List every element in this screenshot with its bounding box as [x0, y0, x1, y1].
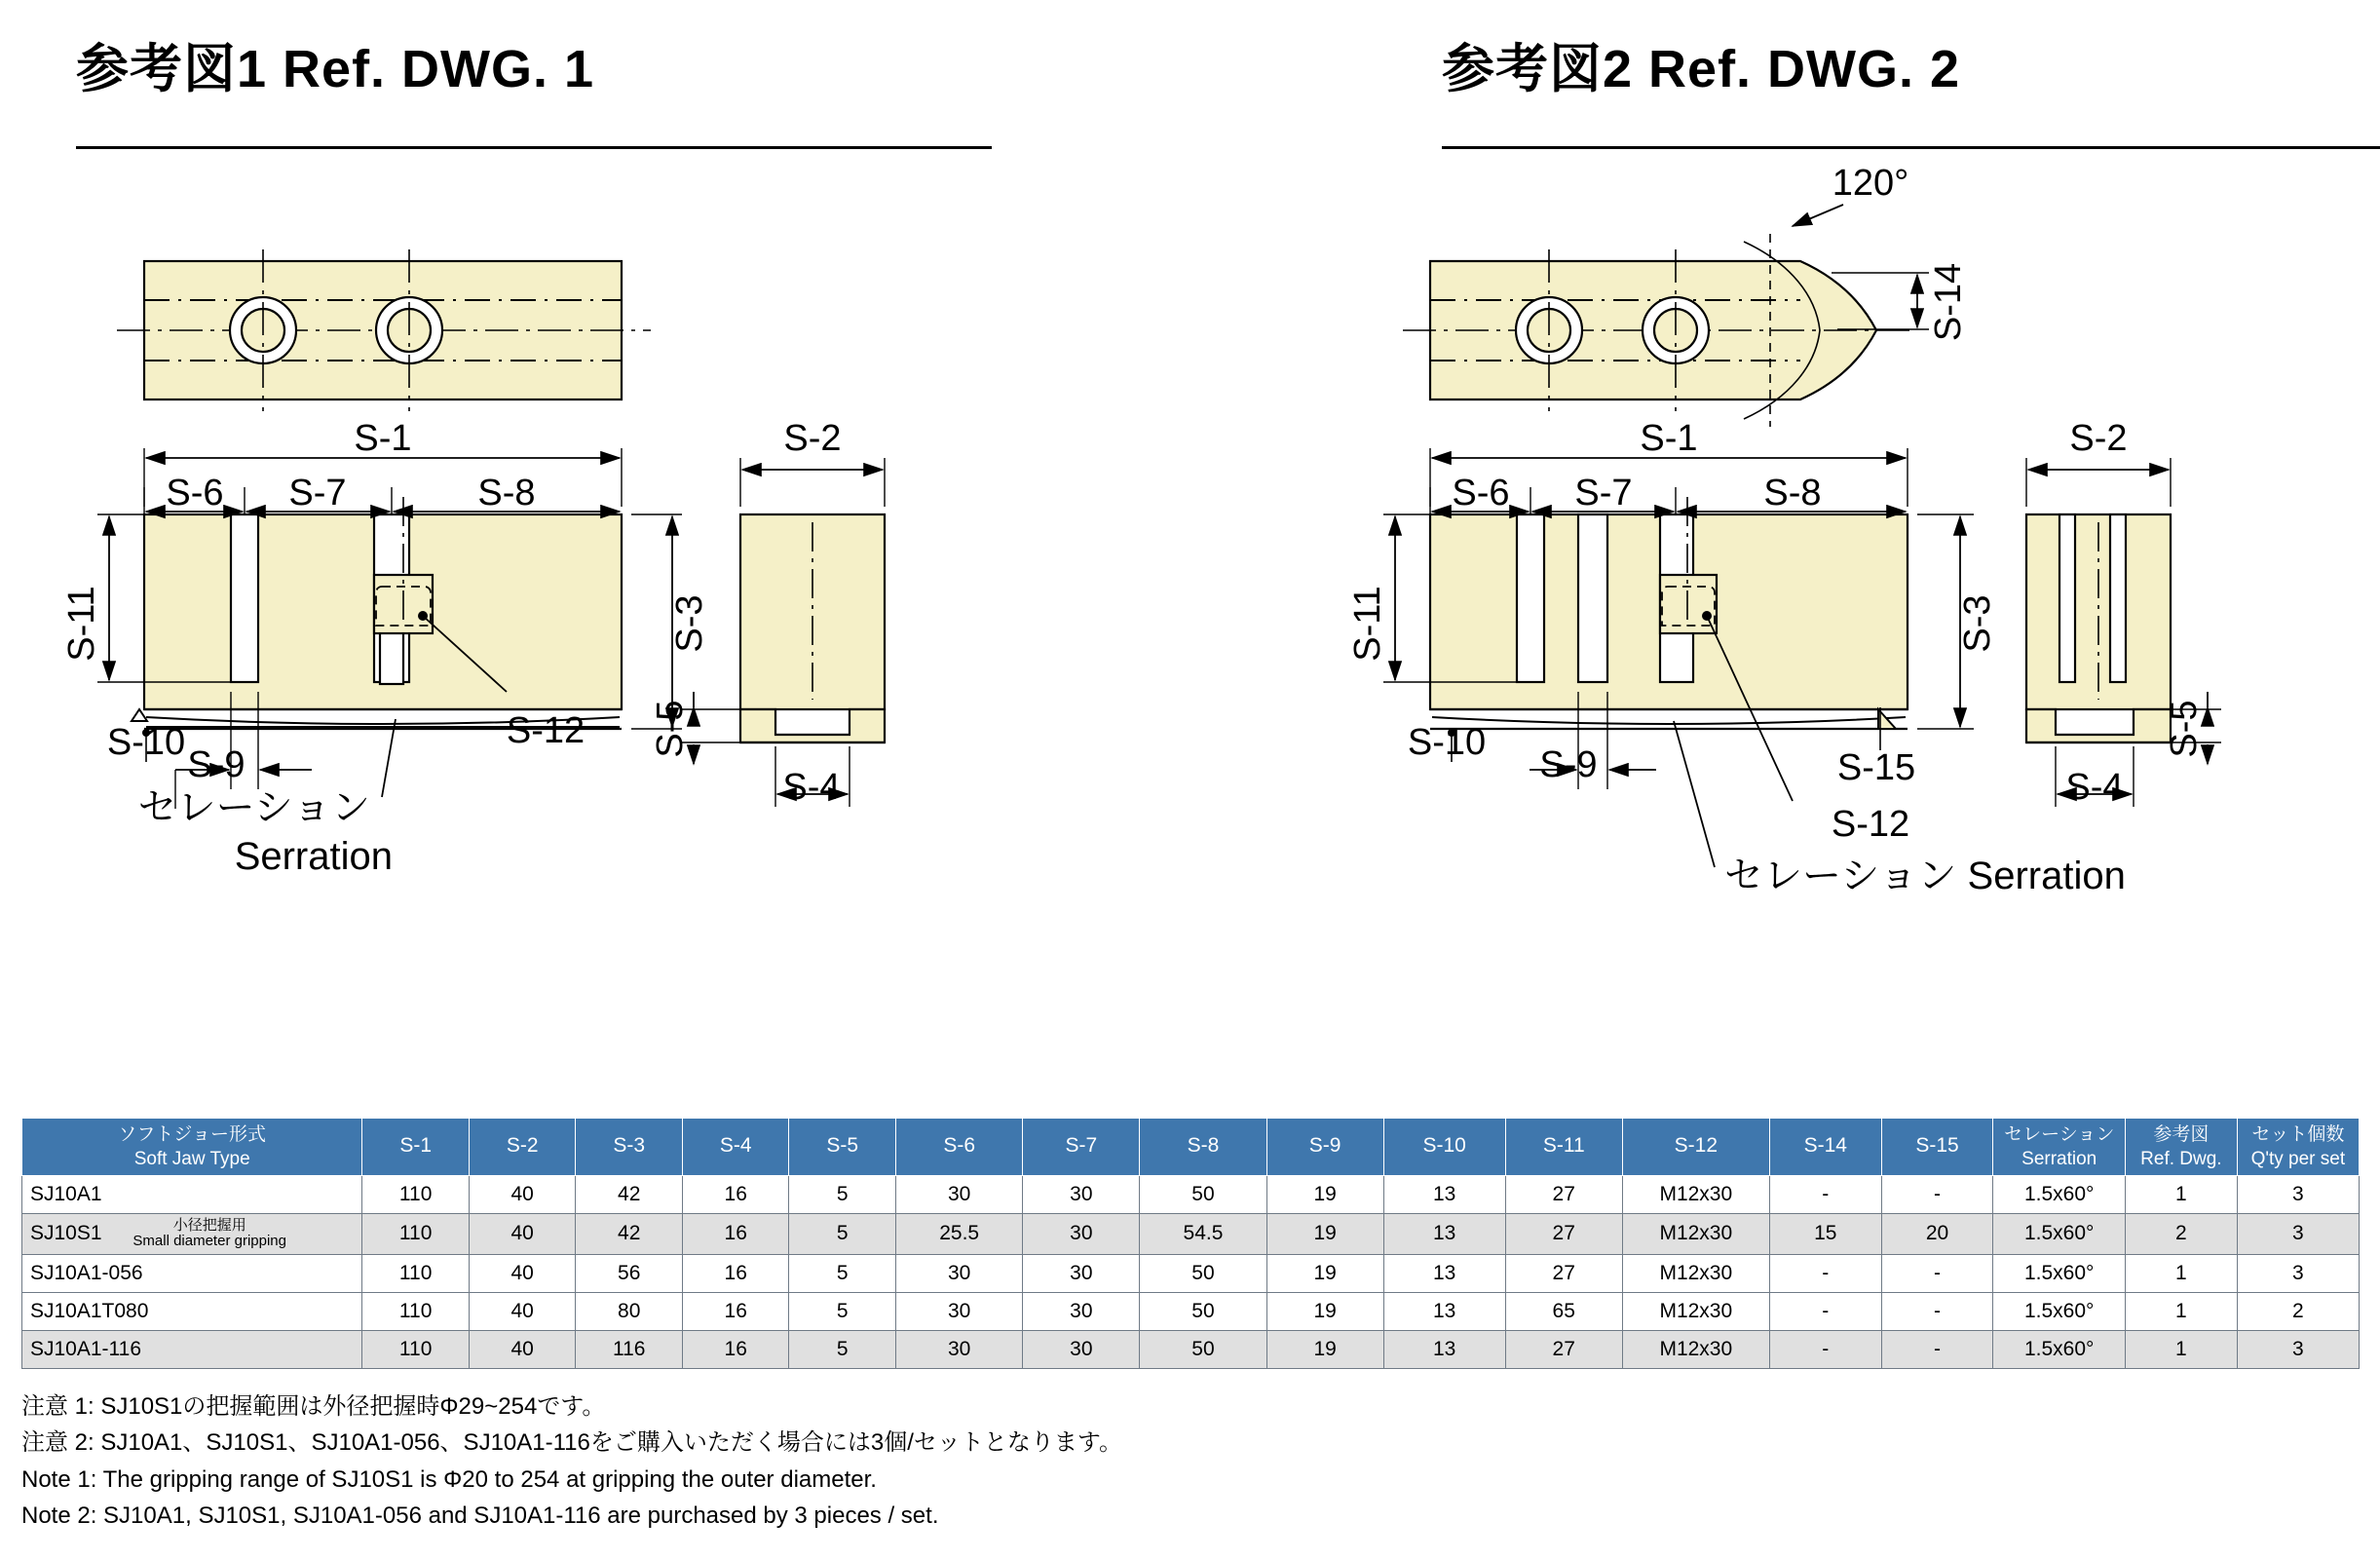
cell-s9: 19 [1266, 1292, 1383, 1330]
dwg2-label-s2: S-2 [2069, 418, 2128, 459]
cell-qty: 3 [2237, 1254, 2359, 1292]
dwg1-title: 参考図1 Ref. DWG. 1 [76, 40, 595, 98]
cell-s11: 27 [1505, 1213, 1622, 1254]
cell-qty: 2 [2237, 1292, 2359, 1330]
cell-s6: 25.5 [895, 1213, 1022, 1254]
cell-s4: 16 [682, 1330, 789, 1368]
row-subnote-jp: 小径把握用 [172, 1216, 246, 1234]
cell-refdwg: 1 [2126, 1292, 2238, 1330]
th-qty-jp: セット個数 [2251, 1124, 2345, 1145]
cell-s6: 30 [895, 1175, 1022, 1213]
dwg2-serration-label: セレーション Serration [1724, 855, 2126, 897]
table-row [22, 1330, 2360, 1368]
cell-s9: 19 [1266, 1254, 1383, 1292]
cell-s4: 16 [682, 1213, 789, 1254]
dwg1-label-s6: S-6 [166, 473, 224, 513]
cell-type [22, 1175, 362, 1213]
row-name: SJ10S1 [30, 1221, 102, 1244]
cell-s2: 40 [469, 1213, 576, 1254]
dwg1-label-s9: S-9 [187, 744, 246, 785]
cell-s3: 80 [576, 1292, 683, 1330]
dwg2-label-s4: S-4 [2065, 767, 2124, 808]
cell-refdwg: 1 [2126, 1175, 2238, 1213]
th-s2: S-2 [469, 1119, 576, 1176]
cell-s2: 40 [469, 1330, 576, 1368]
cell-s6: 30 [895, 1292, 1022, 1330]
cell-s12: M12x30 [1622, 1330, 1769, 1368]
cell-s1: 110 [362, 1254, 470, 1292]
th-s8: S-8 [1140, 1119, 1266, 1176]
cell-s12: M12x30 [1622, 1292, 1769, 1330]
th-type-jp: ソフトジョー形式 [118, 1124, 267, 1145]
note-jp-1: 注意 1: SJ10S1の把握範囲は外径把握時Φ29~254です。 [21, 1393, 606, 1420]
table-row [22, 1213, 2360, 1254]
cell-s8: 50 [1140, 1254, 1266, 1292]
th-s12: S-12 [1622, 1119, 1769, 1176]
cell-s10: 13 [1383, 1213, 1505, 1254]
dwg2-label-s9: S-9 [1539, 744, 1598, 785]
note-en-2: Note 2: SJ10A1, SJ10S1, SJ10A1-056 and SJ10A1-116 are purchased by 3 pieces / set. [21, 1502, 939, 1530]
cell-s7: 30 [1023, 1330, 1140, 1368]
dwg1-label-s11: S-11 [61, 586, 102, 662]
th-s4: S-4 [682, 1119, 789, 1176]
cell-s8: 50 [1140, 1330, 1266, 1368]
dwg2-title: 参考図2 Ref. DWG. 2 [1442, 40, 1961, 98]
cell-s1: 110 [362, 1292, 470, 1330]
cell-s14: - [1769, 1292, 1881, 1330]
row-name: SJ10A1 [30, 1182, 102, 1205]
th-s1: S-1 [362, 1119, 470, 1176]
cell-s10: 13 [1383, 1292, 1505, 1330]
th-s14: S-14 [1769, 1119, 1881, 1176]
cell-s15: - [1881, 1292, 1993, 1330]
dwg2-label-s10: S-10 [1407, 722, 1487, 763]
cell-s1: 110 [362, 1175, 470, 1213]
cell-s3: 42 [576, 1213, 683, 1254]
cell-s15: - [1881, 1330, 1993, 1368]
dwg1-label-s2: S-2 [783, 418, 842, 459]
row-subnote-en: Small diameter gripping [132, 1233, 286, 1250]
th-refdwg-en: Ref. Dwg. [2140, 1148, 2222, 1169]
th-s15: S-15 [1881, 1119, 1993, 1176]
th-soft-jaw-type [22, 1119, 362, 1176]
cell-s3: 56 [576, 1254, 683, 1292]
cell-s1: 110 [362, 1213, 470, 1254]
cell-s14: - [1769, 1175, 1881, 1213]
table-row [22, 1254, 2360, 1292]
table-row [22, 1292, 2360, 1330]
cell-s14: - [1769, 1330, 1881, 1368]
th-qty-en: Q'ty per set [2250, 1148, 2346, 1169]
cell-s8: 50 [1140, 1175, 1266, 1213]
dwg1-label-s10: S-10 [106, 722, 186, 763]
dwg1-drawing [0, 166, 1169, 1101]
cell-s7: 30 [1023, 1254, 1140, 1292]
dwg1-label-s4: S-4 [782, 767, 841, 808]
cell-serration: 1.5x60° [1993, 1175, 2126, 1213]
cell-s10: 13 [1383, 1330, 1505, 1368]
dwg2-label-s6: S-6 [1452, 473, 1510, 513]
cell-s1: 110 [362, 1330, 470, 1368]
th-s6: S-6 [895, 1119, 1022, 1176]
dwg2-label-s11: S-11 [1347, 586, 1388, 662]
cell-s5: 5 [789, 1175, 896, 1213]
th-serration-jp: セレーション [2004, 1124, 2115, 1145]
cell-serration: 1.5x60° [1993, 1330, 2126, 1368]
dwg1-label-s3: S-3 [669, 594, 710, 653]
cell-serration: 1.5x60° [1993, 1213, 2126, 1254]
th-refdwg [2126, 1119, 2238, 1176]
cell-s10: 13 [1383, 1254, 1505, 1292]
cell-s8: 54.5 [1140, 1213, 1266, 1254]
cell-s5: 5 [789, 1292, 896, 1330]
dwg2-label-s8: S-8 [1763, 473, 1822, 513]
th-serration [1993, 1119, 2126, 1176]
cell-refdwg: 2 [2126, 1213, 2238, 1254]
row-subnote [132, 1218, 286, 1250]
dwg2-title-rule [1442, 146, 2380, 149]
dwg1-label-s1: S-1 [354, 418, 412, 459]
spec-table-wrap [21, 1118, 2360, 1369]
cell-s6: 30 [895, 1254, 1022, 1292]
th-s10: S-10 [1383, 1119, 1505, 1176]
dwg1-serration-jp: セレーション [137, 786, 370, 829]
cell-s14: 15 [1769, 1213, 1881, 1254]
cell-s12: M12x30 [1622, 1175, 1769, 1213]
cell-s5: 5 [789, 1254, 896, 1292]
dwg2-label-s14: S-14 [1928, 262, 1969, 342]
table-row [22, 1175, 2360, 1213]
cell-s15: 20 [1881, 1213, 1993, 1254]
cell-type [22, 1292, 362, 1330]
cell-s15: - [1881, 1254, 1993, 1292]
cell-s4: 16 [682, 1175, 789, 1213]
cell-s7: 30 [1023, 1292, 1140, 1330]
th-s5: S-5 [789, 1119, 896, 1176]
row-name: SJ10A1T080 [30, 1299, 149, 1322]
note-jp-2: 注意 2: SJ10A1、SJ10S1、SJ10A1-056、SJ10A1-116をご購入いただく場合には3個/セットとなります。 [21, 1429, 1122, 1457]
dwg2-label-angle: 120° [1832, 166, 1909, 204]
cell-qty: 3 [2237, 1330, 2359, 1368]
cell-serration: 1.5x60° [1993, 1292, 2126, 1330]
dwg2-label-s7: S-7 [1574, 473, 1633, 513]
cell-s4: 16 [682, 1254, 789, 1292]
dwg2-label-s1: S-1 [1640, 418, 1698, 459]
cell-serration: 1.5x60° [1993, 1254, 2126, 1292]
cell-s3: 42 [576, 1175, 683, 1213]
cell-type [22, 1213, 362, 1254]
cell-s12: M12x30 [1622, 1213, 1769, 1254]
th-qty [2237, 1119, 2359, 1176]
table-header-row [22, 1119, 2360, 1176]
cell-qty: 3 [2237, 1213, 2359, 1254]
dwg1-label-s5: S-5 [650, 700, 691, 758]
note-en-1: Note 1: The gripping range of SJ10S1 is Φ20 to 254 at gripping the outer diameter. [21, 1465, 877, 1493]
cell-refdwg: 1 [2126, 1330, 2238, 1368]
cell-s11: 27 [1505, 1330, 1622, 1368]
cell-s10: 13 [1383, 1175, 1505, 1213]
dwg2-drawing [1286, 166, 2377, 1101]
cell-s11: 65 [1505, 1292, 1622, 1330]
cell-s2: 40 [469, 1292, 576, 1330]
cell-s15: - [1881, 1175, 1993, 1213]
cell-s11: 27 [1505, 1175, 1622, 1213]
th-s9: S-9 [1266, 1119, 1383, 1176]
dwg1-label-s12: S-12 [506, 710, 586, 751]
dwg1-label-s7: S-7 [288, 473, 347, 513]
th-s11: S-11 [1505, 1119, 1622, 1176]
dwg1-label-s8: S-8 [477, 473, 536, 513]
cell-s4: 16 [682, 1292, 789, 1330]
cell-s7: 30 [1023, 1213, 1140, 1254]
row-name: SJ10A1-116 [30, 1337, 142, 1360]
row-name: SJ10A1-056 [30, 1261, 143, 1284]
cell-s11: 27 [1505, 1254, 1622, 1292]
cell-refdwg: 1 [2126, 1254, 2238, 1292]
dwg1-title-rule [76, 146, 992, 149]
cell-s9: 19 [1266, 1175, 1383, 1213]
th-type-en: Soft Jaw Type [133, 1148, 250, 1169]
cell-s7: 30 [1023, 1175, 1140, 1213]
dwg2-label-s15: S-15 [1836, 747, 1916, 788]
th-s3: S-3 [576, 1119, 683, 1176]
cell-s6: 30 [895, 1330, 1022, 1368]
cell-type [22, 1254, 362, 1292]
dwg1-serration-en: Serration [234, 835, 393, 878]
cell-s2: 40 [469, 1254, 576, 1292]
cell-s9: 19 [1266, 1213, 1383, 1254]
th-s7: S-7 [1023, 1119, 1140, 1176]
th-refdwg-jp: 参考図 [2153, 1124, 2210, 1145]
dwg2-label-s5: S-5 [2164, 700, 2205, 758]
dwg2-label-s12: S-12 [1831, 804, 1910, 845]
cell-s12: M12x30 [1622, 1254, 1769, 1292]
th-serration-en: Serration [2021, 1148, 2097, 1169]
spec-table [21, 1118, 2360, 1369]
cell-s3: 116 [576, 1330, 683, 1368]
dwg2-label-s3: S-3 [1957, 594, 1998, 653]
cell-s5: 5 [789, 1213, 896, 1254]
cell-s2: 40 [469, 1175, 576, 1213]
cell-qty: 3 [2237, 1175, 2359, 1213]
cell-s5: 5 [789, 1330, 896, 1368]
cell-s8: 50 [1140, 1292, 1266, 1330]
cell-s9: 19 [1266, 1330, 1383, 1368]
cell-s14: - [1769, 1254, 1881, 1292]
cell-type [22, 1330, 362, 1368]
notes-block [21, 1388, 1122, 1535]
